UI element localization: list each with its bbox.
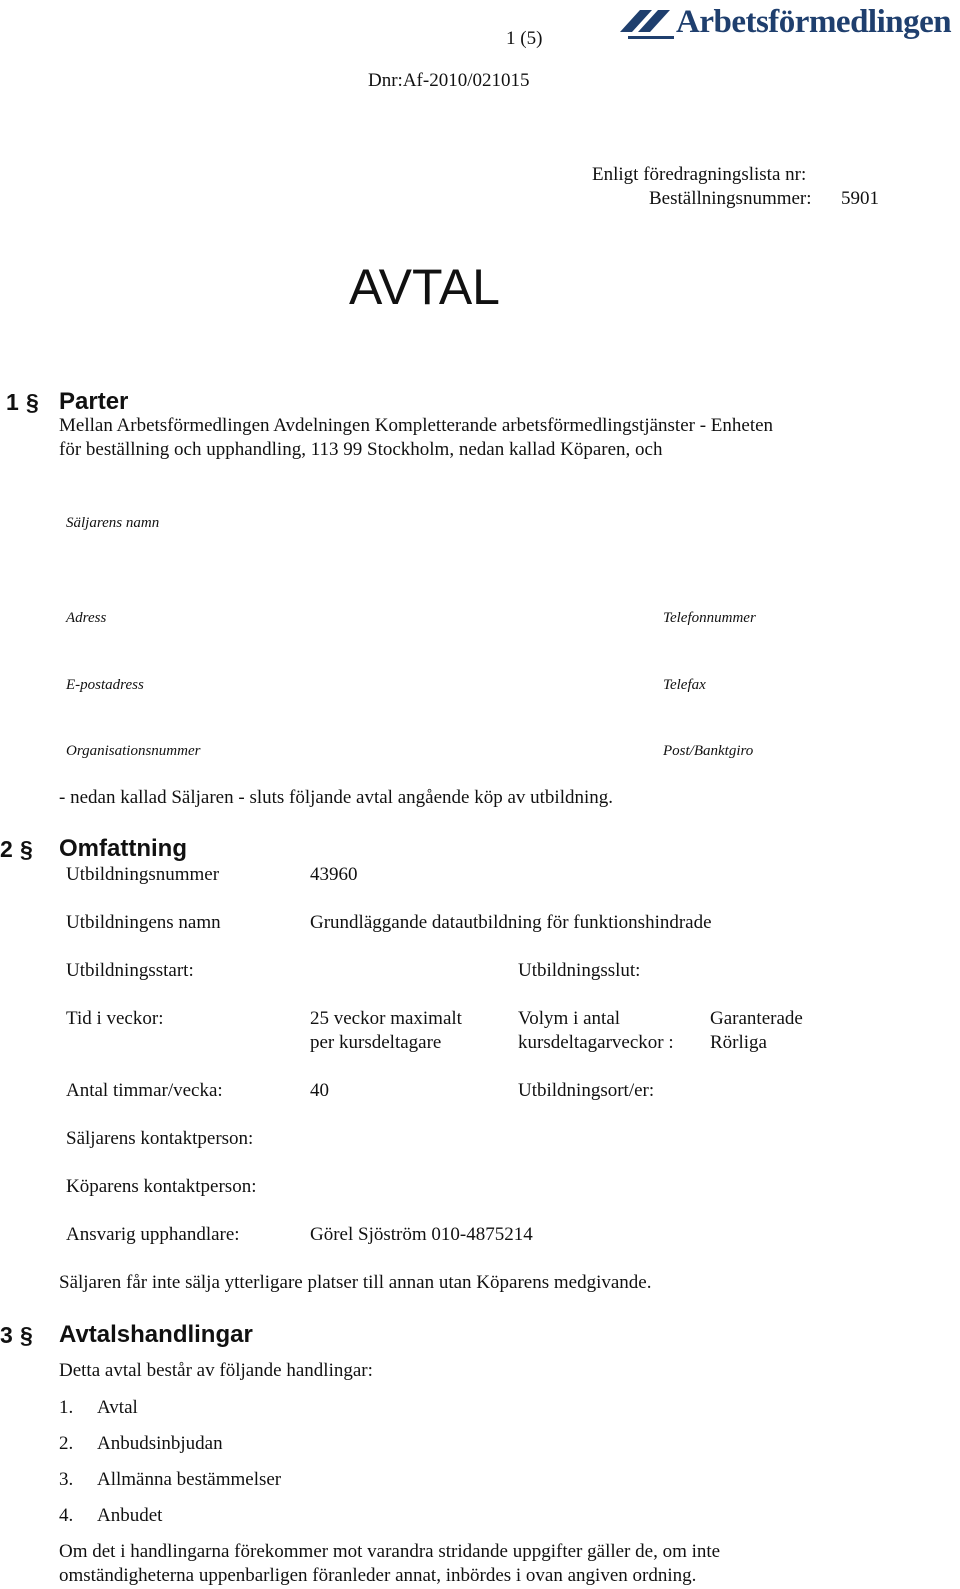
section-1-closing: - nedan kallad Säljaren - sluts följande avtal angående köp av utbildning.	[59, 787, 613, 808]
section-3-closing-line1: Om det i handlingarna förekommer mot varandra stridande uppgifter gäller de, om inte	[59, 1541, 721, 1562]
ansvarig-upphandlare-label: Ansvarig upphandlare:	[66, 1224, 240, 1245]
foredragningslista-label: Enligt föredragningslista nr:	[592, 164, 807, 185]
antal-timmar-value: 40	[310, 1080, 329, 1101]
list-item-number: 1.	[59, 1397, 74, 1418]
utbildningsslut-label: Utbildningsslut:	[518, 960, 641, 981]
list-item: Allmänna bestämmelser	[97, 1469, 282, 1490]
field-saljarens-namn: Säljarens namn	[66, 515, 160, 531]
list-item: Avtal	[97, 1397, 138, 1418]
section-2-number: 2	[0, 836, 13, 862]
volym-label-line1: Volym i antal	[518, 1008, 621, 1029]
volym-value-line1: Garanterade	[710, 1008, 803, 1029]
tid-value-line1: 25 veckor maximalt	[310, 1008, 462, 1029]
list-item-number: 2.	[59, 1433, 74, 1454]
list-item: Anbudsinbjudan	[97, 1433, 223, 1454]
section-3-intro: Detta avtal består av följande handlingar:	[59, 1360, 373, 1381]
field-adress: Adress	[66, 610, 107, 626]
utbildningsnummer-value: 43960	[310, 864, 358, 885]
field-organisationsnummer: Organisationsnummer	[66, 743, 201, 759]
dnr-text: Dnr:Af-2010/021015	[368, 70, 530, 91]
saljarens-kontaktperson-label: Säljarens kontaktperson:	[66, 1128, 254, 1149]
list-item: Anbudet	[97, 1505, 163, 1526]
bestallningsnummer-label: Beställningsnummer:	[649, 188, 812, 209]
utbildningsort-label: Utbildningsort/er:	[518, 1080, 655, 1101]
field-telefax: Telefax	[663, 677, 706, 693]
tid-value-line2: per kursdeltagare	[310, 1032, 442, 1053]
koparens-kontaktperson-label: Köparens kontaktperson:	[66, 1176, 257, 1197]
antal-timmar-label: Antal timmar/vecka:	[66, 1080, 223, 1101]
section-1-title: Parter	[59, 388, 129, 415]
section-2-note: Säljaren får inte sälja ytterligare platser till annan utan Köparens medgivande.	[59, 1272, 652, 1293]
document-title: AVTAL	[349, 259, 500, 315]
section-2-title: Omfattning	[59, 835, 187, 862]
section-1-intro-line2: för beställning och upphandling, 113 99 Stockholm, nedan kallad Köparen, och	[59, 439, 663, 460]
section-2-symbol: §	[20, 836, 33, 862]
section-3-symbol: §	[20, 1322, 33, 1348]
tid-i-veckor-label: Tid i veckor:	[66, 1008, 164, 1029]
list-item-number: 3.	[59, 1469, 74, 1490]
section-3-closing-line2: omständigheterna uppenbarligen föranleder annat, inbördes i ovan angiven ordning.	[59, 1565, 697, 1586]
section-1-number: 1	[6, 389, 19, 415]
field-telefonnummer: Telefonnummer	[663, 610, 756, 626]
field-epostadress: E-postadress	[66, 677, 144, 693]
bestallningsnummer-value: 5901	[841, 188, 879, 209]
field-post-bankgiro: Post/Banktgiro	[663, 743, 754, 759]
volym-value-line2: Rörliga	[710, 1032, 767, 1053]
section-3-title: Avtalshandlingar	[59, 1321, 253, 1348]
logo-text: Arbetsförmedlingen	[676, 4, 952, 40]
section-1-symbol: §	[26, 389, 39, 415]
section-3-number: 3	[0, 1322, 13, 1348]
list-item-number: 4.	[59, 1505, 74, 1526]
utbildningsstart-label: Utbildningsstart:	[66, 960, 194, 981]
logo-mark-icon	[618, 6, 676, 40]
utbildningsnummer-label: Utbildningsnummer	[66, 864, 220, 885]
utbildningens-namn-label: Utbildningens namn	[66, 912, 221, 933]
volym-label-line2: kursdeltagarveckor :	[518, 1032, 674, 1053]
logo	[618, 4, 960, 48]
section-1-intro-line1: Mellan Arbetsförmedlingen Avdelningen Kompletterande arbetsförmedlingstjänster - Enheten	[59, 415, 774, 436]
utbildningens-namn-value: Grundläggande datautbildning för funktionshindrade	[310, 912, 712, 933]
page-indicator: 1 (5)	[506, 28, 543, 49]
ansvarig-upphandlare-value: Görel Sjöström 010-4875214	[310, 1224, 533, 1245]
